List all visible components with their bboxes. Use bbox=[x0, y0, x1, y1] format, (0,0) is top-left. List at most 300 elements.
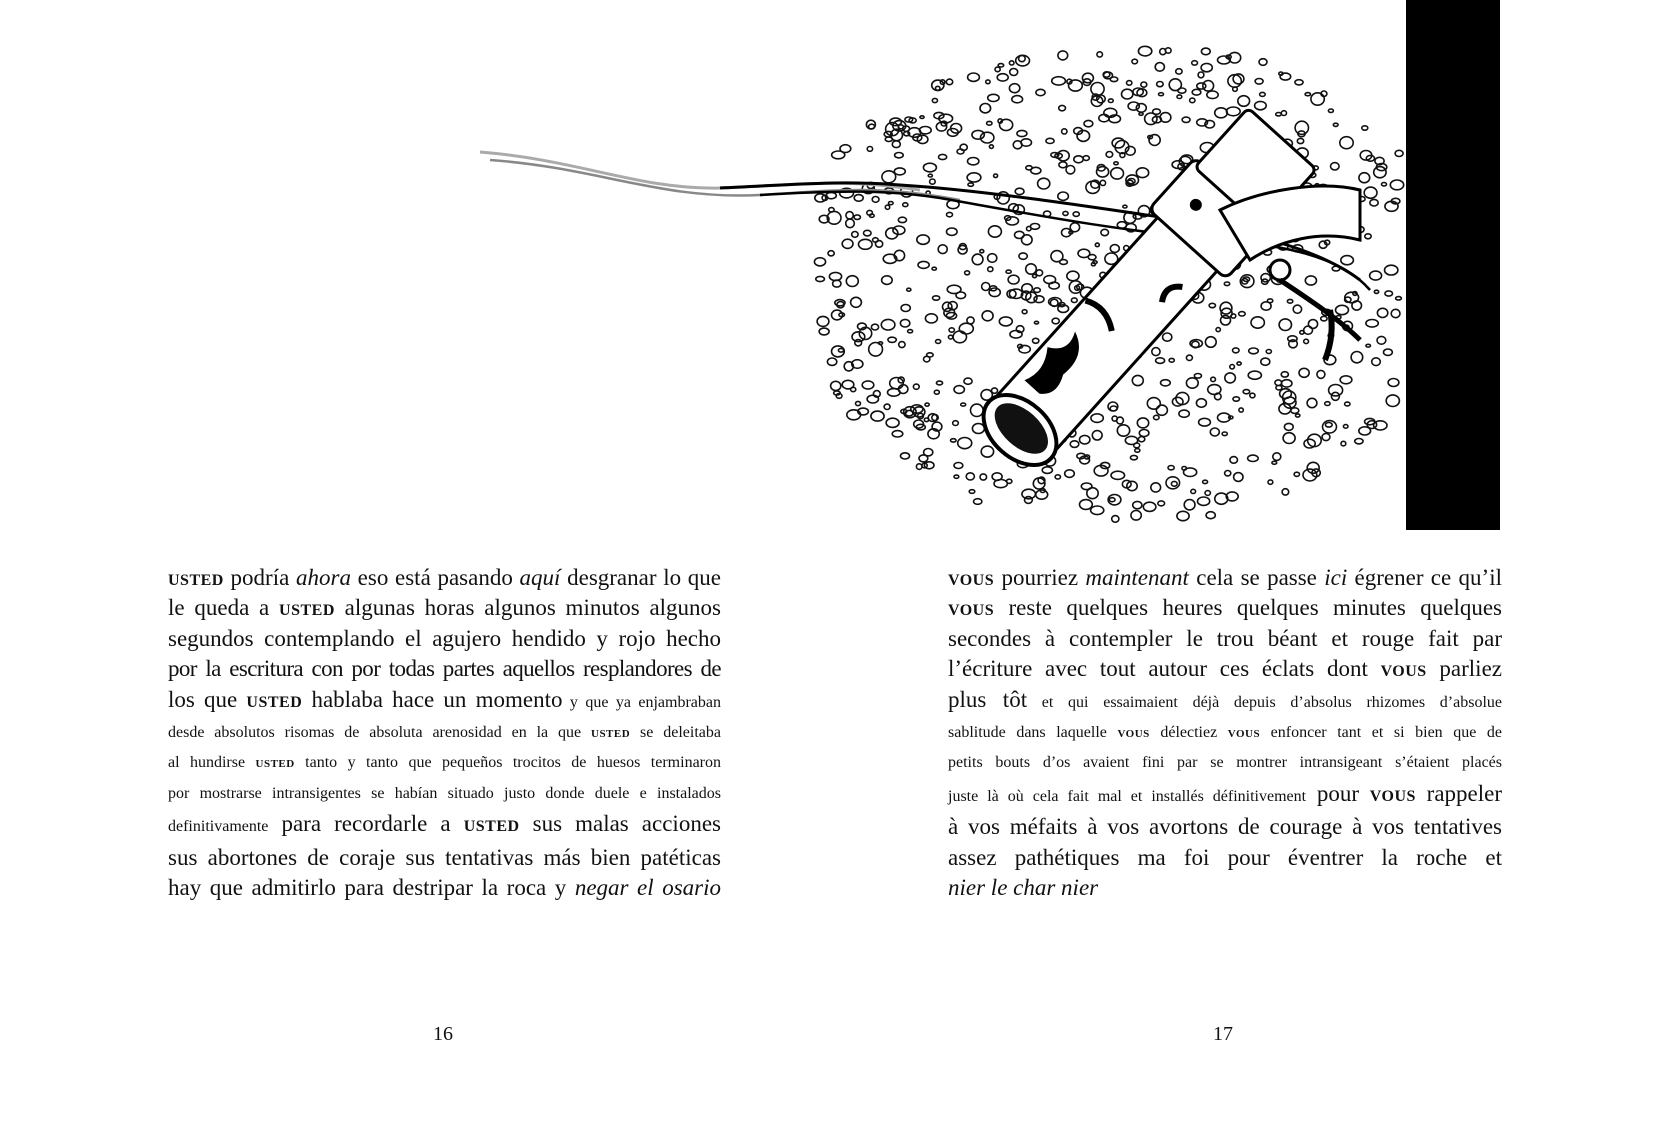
bubble bbox=[1071, 298, 1077, 303]
bubble bbox=[932, 98, 937, 102]
bubble bbox=[882, 171, 896, 183]
bubble bbox=[1233, 397, 1240, 401]
bubble bbox=[1058, 192, 1069, 200]
bubble bbox=[1295, 80, 1303, 85]
bubble bbox=[886, 418, 899, 427]
text-line: secondes à contempler le trou béant et rouge fait par bbox=[948, 625, 1502, 651]
bubble bbox=[1038, 178, 1050, 189]
bubble bbox=[1385, 265, 1398, 275]
bubble bbox=[1362, 126, 1368, 130]
bubble bbox=[867, 210, 873, 215]
bubble bbox=[1016, 55, 1030, 66]
text-line: plus tôt et qui essaimaient déjà depuis d’absolus rhizomes d’absolue bbox=[948, 686, 1503, 712]
bubble bbox=[1295, 121, 1308, 134]
bubble bbox=[1260, 92, 1266, 96]
bubble bbox=[1112, 138, 1124, 148]
bubble bbox=[1209, 303, 1215, 307]
bubble bbox=[882, 276, 893, 285]
bubble bbox=[932, 80, 944, 90]
bubble bbox=[1234, 473, 1243, 482]
bubble bbox=[1176, 69, 1182, 74]
bubble bbox=[994, 174, 998, 178]
bubble bbox=[954, 386, 964, 394]
bubble bbox=[1139, 430, 1149, 437]
bubble bbox=[987, 121, 992, 125]
bubble bbox=[1251, 317, 1264, 328]
bubble bbox=[980, 250, 984, 253]
bubble bbox=[1111, 168, 1124, 179]
bubble bbox=[1186, 355, 1192, 360]
bubble bbox=[907, 288, 911, 291]
bubble bbox=[1143, 502, 1156, 511]
bubble bbox=[1281, 372, 1288, 377]
bubble bbox=[928, 174, 932, 177]
bubble bbox=[864, 230, 872, 236]
bubble bbox=[1042, 467, 1052, 474]
bubble bbox=[946, 79, 952, 85]
bubble bbox=[1111, 471, 1125, 479]
text-line: al hundirse usted tanto y tanto que pequeños trocitos de huesos terminaron bbox=[168, 754, 722, 772]
text-line: usted podría ahora eso está pasando aquí desgranar lo que bbox=[168, 565, 721, 590]
bubble bbox=[1157, 82, 1164, 87]
bubble bbox=[1305, 276, 1316, 285]
bubble bbox=[816, 276, 825, 281]
bubble bbox=[964, 378, 972, 384]
bubble bbox=[817, 316, 829, 326]
bubble bbox=[1010, 69, 1018, 76]
bubble bbox=[1340, 137, 1353, 149]
bubble bbox=[1273, 453, 1281, 461]
bubble bbox=[1276, 113, 1282, 116]
bubble bbox=[1221, 316, 1231, 325]
bubble bbox=[885, 205, 889, 209]
bubble bbox=[1192, 61, 1198, 65]
bubble bbox=[947, 212, 953, 216]
bubble bbox=[901, 453, 910, 459]
bubble bbox=[1382, 183, 1387, 186]
bubble bbox=[1249, 348, 1259, 354]
bubble bbox=[918, 261, 929, 268]
bubble bbox=[1377, 336, 1386, 344]
bubble bbox=[1317, 370, 1325, 378]
bubble bbox=[828, 251, 834, 256]
bubble bbox=[1059, 162, 1067, 168]
bubble bbox=[916, 464, 922, 470]
bubble bbox=[1058, 51, 1068, 60]
bubble bbox=[1082, 73, 1093, 83]
bubble bbox=[1097, 52, 1103, 57]
text-line: nier le char nier bbox=[948, 875, 1099, 901]
bubble bbox=[814, 258, 825, 266]
bubble bbox=[1131, 511, 1141, 521]
text-line: desde absolutos risomas de absoluta arenosidad en la que usted se deleitaba bbox=[168, 724, 722, 742]
bubble bbox=[1132, 375, 1143, 385]
bubble bbox=[1395, 150, 1403, 156]
bubble bbox=[966, 473, 974, 480]
bubble bbox=[1097, 167, 1109, 177]
bubble bbox=[1299, 368, 1309, 377]
bubble bbox=[1077, 130, 1090, 141]
bubble bbox=[913, 384, 919, 389]
bubble bbox=[1136, 168, 1148, 178]
bubble bbox=[1091, 83, 1104, 96]
bubble bbox=[968, 73, 980, 81]
text-line: sus abortones de coraje sus tentativas más bien patéticas bbox=[168, 844, 721, 870]
bubble bbox=[1225, 471, 1231, 476]
bubble bbox=[1161, 380, 1171, 386]
bubble bbox=[1059, 105, 1066, 110]
bubble bbox=[867, 147, 872, 152]
bubble bbox=[872, 197, 879, 203]
bubble bbox=[1067, 271, 1079, 281]
bubble bbox=[1281, 111, 1286, 116]
bubble bbox=[1203, 480, 1208, 483]
page-number-left: 16 bbox=[433, 1023, 453, 1045]
bubble bbox=[1168, 466, 1174, 470]
bubble bbox=[1191, 489, 1196, 493]
bubble bbox=[1233, 348, 1240, 353]
bubble bbox=[1203, 81, 1214, 92]
bubble bbox=[1070, 441, 1079, 448]
bubble bbox=[1336, 305, 1349, 314]
bubble bbox=[1122, 89, 1133, 99]
ink-drawing-pipe-in-bubbles-icon bbox=[460, 40, 1408, 532]
bubble bbox=[1374, 290, 1378, 293]
bubble bbox=[1130, 455, 1137, 459]
bubble bbox=[1308, 320, 1317, 329]
bubble bbox=[1374, 167, 1386, 178]
bubble bbox=[989, 145, 993, 149]
bubble bbox=[1355, 439, 1363, 444]
bubble bbox=[1138, 46, 1151, 56]
bubble bbox=[1366, 344, 1371, 347]
bubble bbox=[923, 163, 936, 172]
bubble bbox=[1184, 500, 1195, 510]
bubble bbox=[1340, 376, 1352, 384]
bubble bbox=[1268, 480, 1273, 484]
bubble bbox=[1026, 264, 1037, 274]
bubble bbox=[1291, 408, 1299, 414]
bubble bbox=[1110, 77, 1118, 82]
bubble bbox=[1145, 113, 1157, 125]
bubble bbox=[1152, 348, 1160, 356]
bubble bbox=[842, 239, 853, 248]
bubble bbox=[894, 168, 905, 175]
text-line: assez pathétiques ma foi pour éventrer la roche et bbox=[948, 844, 1502, 870]
bubble bbox=[831, 381, 841, 390]
bubble bbox=[1112, 516, 1119, 523]
bubble bbox=[1073, 212, 1079, 217]
bubble bbox=[1177, 95, 1182, 99]
bubble bbox=[968, 183, 974, 186]
bubble bbox=[1365, 234, 1371, 239]
bubble bbox=[1345, 402, 1350, 406]
bubble bbox=[1282, 489, 1289, 495]
bubble bbox=[1009, 61, 1014, 65]
bubble bbox=[1114, 162, 1118, 165]
bubble bbox=[854, 215, 860, 220]
text-line: juste là où cela fait mal et installés définitivement pour vous rappeler bbox=[948, 780, 1502, 806]
bubble bbox=[840, 145, 851, 153]
bubble bbox=[1019, 253, 1027, 259]
bubble bbox=[1307, 398, 1317, 407]
bubble bbox=[1343, 425, 1348, 429]
bubble bbox=[953, 421, 959, 426]
bubble bbox=[988, 94, 999, 101]
bubble bbox=[898, 217, 906, 222]
bubble bbox=[1372, 358, 1381, 366]
bubble bbox=[1198, 72, 1204, 78]
bubble bbox=[1385, 291, 1393, 296]
bubble bbox=[933, 296, 940, 300]
text-line: vous reste quelques heures quelques minutes quelques bbox=[948, 595, 1502, 621]
bubble bbox=[1248, 455, 1259, 461]
bubble bbox=[972, 254, 983, 265]
bubble bbox=[988, 226, 1001, 237]
bubble bbox=[846, 212, 853, 219]
bubble bbox=[1109, 498, 1115, 502]
bubble bbox=[1151, 483, 1161, 492]
bubble bbox=[1230, 457, 1238, 464]
bubble bbox=[1328, 109, 1333, 112]
bubble bbox=[827, 358, 836, 365]
bubble bbox=[1250, 393, 1255, 398]
bubble bbox=[1110, 245, 1119, 253]
text-line: definitivamente para recordarle a usted sus malas acciones bbox=[168, 811, 721, 837]
bubble bbox=[1052, 318, 1059, 324]
bubble bbox=[1238, 96, 1250, 107]
bubble bbox=[1284, 423, 1293, 430]
bubble bbox=[998, 119, 1002, 123]
bubble bbox=[1341, 441, 1346, 446]
text-line: l’écriture avec tout autour ces éclats dont vous parliez bbox=[948, 656, 1502, 682]
bubble bbox=[1198, 497, 1210, 505]
bubble bbox=[819, 328, 829, 335]
right-page-text bbox=[948, 563, 1502, 903]
bubble bbox=[1062, 129, 1067, 134]
bubble bbox=[925, 403, 929, 406]
bubble bbox=[888, 337, 896, 342]
bubble bbox=[1127, 81, 1132, 86]
bubble bbox=[867, 395, 878, 403]
bubble bbox=[1030, 224, 1039, 230]
bubble bbox=[1182, 467, 1187, 471]
bubble bbox=[1138, 437, 1144, 442]
bubble bbox=[1158, 501, 1165, 506]
bubble bbox=[1208, 385, 1221, 395]
bubble bbox=[1182, 117, 1190, 122]
bubble bbox=[927, 353, 934, 357]
bubble bbox=[1201, 48, 1210, 55]
bubble bbox=[1311, 93, 1324, 105]
bubble bbox=[936, 340, 941, 344]
bubble bbox=[958, 438, 972, 449]
bubble bbox=[972, 424, 984, 434]
bubble bbox=[1304, 339, 1309, 343]
bubble bbox=[920, 116, 924, 119]
bubble bbox=[1281, 380, 1292, 387]
bubble bbox=[1205, 491, 1210, 496]
bubble bbox=[948, 335, 952, 339]
bubble bbox=[836, 394, 842, 399]
bubble bbox=[1051, 251, 1063, 262]
bubble bbox=[1192, 89, 1201, 95]
bubble bbox=[1231, 314, 1236, 318]
text-line: por la escritura con por todas partes aquellos resplandores de bbox=[168, 656, 721, 682]
bubble bbox=[1128, 102, 1139, 110]
bubble bbox=[930, 179, 936, 184]
bubble bbox=[852, 232, 858, 238]
bubble bbox=[1006, 270, 1011, 273]
bubble bbox=[965, 271, 970, 275]
bubble bbox=[851, 297, 862, 307]
bubble bbox=[856, 401, 861, 405]
page-number-right: 17 bbox=[1213, 1023, 1233, 1045]
bubble bbox=[1359, 173, 1370, 183]
bubble bbox=[1036, 270, 1043, 276]
bubble bbox=[1163, 333, 1172, 341]
bubble bbox=[1169, 358, 1174, 362]
bubble bbox=[847, 410, 861, 420]
bubble bbox=[899, 342, 905, 348]
bubble bbox=[1017, 130, 1027, 136]
bubble bbox=[969, 490, 975, 494]
bubble bbox=[1261, 358, 1270, 365]
bubble bbox=[1065, 470, 1075, 478]
bubble bbox=[1141, 82, 1147, 87]
bubble bbox=[903, 203, 908, 207]
bubble bbox=[947, 285, 961, 293]
bubble bbox=[1155, 63, 1164, 72]
bubble bbox=[1377, 308, 1387, 317]
bubble bbox=[939, 154, 947, 159]
text-line: petits bouts d’os avaient fini par se montrer intransigeant s’étaient placés bbox=[948, 754, 1502, 772]
text-line: por mostrarse intransigentes se habían situado justo donde duele e instalados bbox=[168, 784, 721, 802]
bubble bbox=[1095, 243, 1099, 247]
bubble bbox=[1215, 108, 1228, 118]
bubble bbox=[1287, 299, 1292, 303]
bubble bbox=[1033, 338, 1039, 343]
text-line: los que usted hablaba hace un momento y que ya enjambraban bbox=[168, 686, 721, 712]
bubble bbox=[919, 455, 928, 462]
bubble bbox=[1386, 395, 1399, 407]
bubble bbox=[1321, 316, 1327, 321]
bubble bbox=[1396, 297, 1402, 300]
bubble bbox=[1169, 79, 1181, 91]
bubble bbox=[974, 499, 982, 505]
bubble bbox=[1243, 390, 1250, 394]
bubble bbox=[997, 74, 1008, 81]
bubble bbox=[1341, 256, 1354, 265]
bubble bbox=[1186, 378, 1198, 388]
bubble bbox=[1092, 431, 1102, 440]
bubble bbox=[889, 202, 894, 205]
bubble bbox=[992, 388, 998, 393]
bubble bbox=[1331, 163, 1340, 170]
bubble bbox=[1015, 231, 1025, 238]
bubble bbox=[1255, 79, 1263, 85]
bubble bbox=[1034, 321, 1038, 324]
bubble bbox=[936, 86, 940, 90]
bubble bbox=[967, 173, 981, 182]
bubble bbox=[1000, 119, 1013, 130]
bubble bbox=[1074, 156, 1083, 163]
bubble bbox=[1283, 433, 1295, 444]
bubble bbox=[855, 340, 862, 346]
bubble bbox=[1384, 349, 1393, 355]
bubble bbox=[1261, 302, 1271, 310]
bubble bbox=[1108, 99, 1113, 103]
bubble bbox=[1261, 274, 1270, 282]
bubble bbox=[1066, 166, 1075, 174]
bubble bbox=[1351, 352, 1363, 363]
bubble bbox=[1091, 263, 1095, 266]
bubble bbox=[1390, 180, 1403, 190]
bubble bbox=[1100, 180, 1105, 185]
bubble bbox=[1190, 98, 1195, 103]
bubble bbox=[1133, 501, 1142, 508]
bubble bbox=[961, 403, 966, 406]
bubble bbox=[878, 342, 882, 345]
bubble bbox=[1022, 310, 1027, 314]
bubble bbox=[1294, 472, 1299, 476]
bubble bbox=[1177, 511, 1189, 520]
bubble bbox=[1370, 271, 1382, 280]
bubble bbox=[1021, 139, 1032, 146]
bubble bbox=[1091, 506, 1104, 515]
bubble bbox=[1046, 138, 1054, 143]
bubble bbox=[900, 319, 909, 327]
bubble bbox=[842, 380, 854, 389]
text-line: le queda a usted algunas horas algunos minutos algunos bbox=[168, 595, 721, 621]
bubble bbox=[1110, 406, 1117, 411]
bubble bbox=[1276, 386, 1282, 390]
bubble bbox=[1366, 320, 1378, 328]
left-page-text bbox=[168, 563, 721, 903]
bubble bbox=[1280, 389, 1292, 399]
bubble bbox=[1012, 96, 1023, 103]
bubble bbox=[1272, 461, 1277, 464]
bubble bbox=[936, 381, 942, 385]
bubble bbox=[959, 323, 973, 334]
bubble bbox=[1216, 328, 1220, 332]
bubble bbox=[954, 475, 959, 478]
bubble bbox=[1196, 399, 1206, 408]
bubble bbox=[1139, 113, 1143, 116]
bubble bbox=[854, 195, 863, 202]
bubble bbox=[934, 390, 939, 394]
text-line: sablitude dans laquelle vous délectiez vous enfoncer tant et si bien que de bbox=[948, 724, 1503, 742]
bubble bbox=[1091, 414, 1103, 423]
bubble bbox=[949, 328, 954, 332]
bubble bbox=[1080, 435, 1090, 444]
bubble bbox=[901, 305, 910, 312]
bubble bbox=[862, 381, 874, 389]
bubble bbox=[1069, 80, 1083, 91]
bubble bbox=[871, 324, 878, 330]
bubble bbox=[1117, 425, 1129, 436]
bubble bbox=[971, 404, 984, 416]
bubble bbox=[1055, 475, 1060, 479]
bubble bbox=[988, 267, 993, 272]
bubble bbox=[1255, 101, 1267, 109]
bubble bbox=[1201, 63, 1212, 71]
bubble bbox=[846, 276, 858, 287]
bubble bbox=[1009, 84, 1019, 93]
bubble bbox=[995, 67, 1000, 72]
bubble bbox=[1325, 402, 1330, 406]
bubble bbox=[1019, 345, 1030, 353]
